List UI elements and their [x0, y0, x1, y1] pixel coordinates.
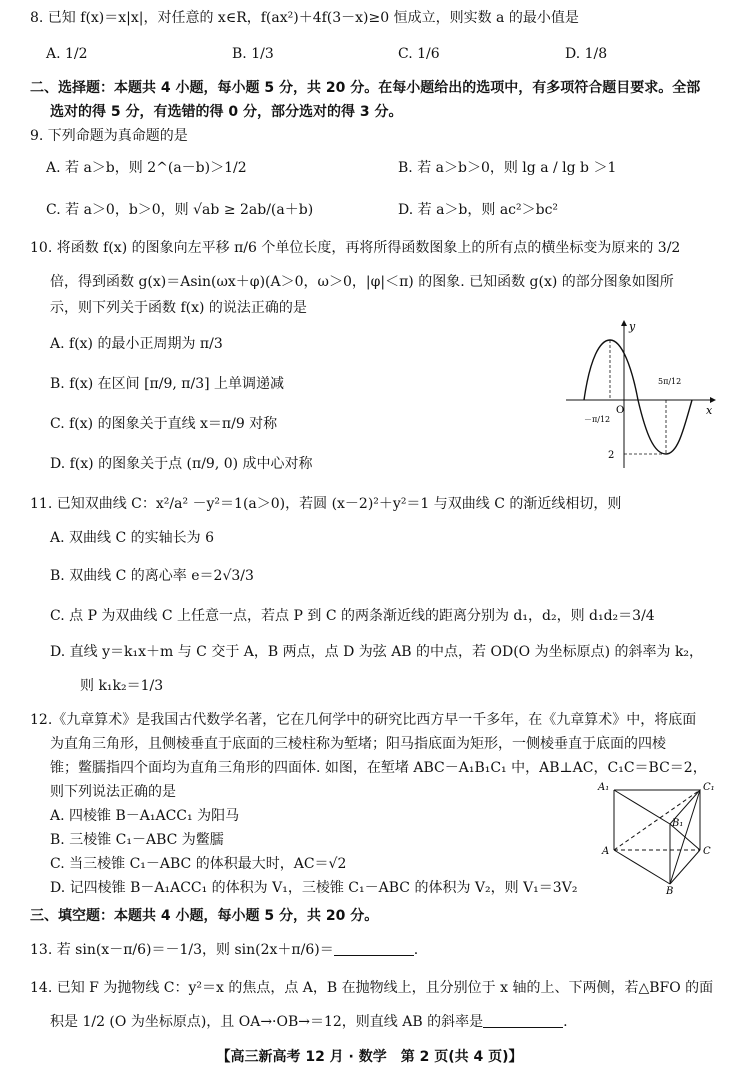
diag-a-c1-hidden — [614, 790, 700, 850]
section-2-heading: 二、选择题：本题共 4 小题，每小题 5 分，共 20 分。在每小题给出的选项中，有多项符合题目要求。全部 — [30, 80, 701, 96]
q14-answer-blank[interactable] — [483, 1013, 563, 1028]
label-c: C — [703, 846, 711, 857]
q8-option-d: D. 1/8 — [565, 46, 608, 62]
q10-option-d: D. f(x) 的图象关于点 (π/9, 0) 成中心对称 — [50, 456, 313, 472]
sine-graph-figure — [560, 318, 720, 478]
q11-option-d-cont: 则 k₁k₂＝1/3 — [80, 678, 164, 694]
page-footer: 【高三新高考 12 月 · 数学 第 2 页(共 4 页)】 — [216, 1049, 523, 1065]
label-a1: A₁ — [598, 782, 610, 793]
q12-option-b: B. 三棱锥 C₁－ABC 为鳖臑 — [50, 832, 224, 848]
q11-option-a: A. 双曲线 C 的实轴长为 6 — [50, 530, 214, 546]
edge-b-c — [670, 850, 700, 884]
section-3-heading: 三、填空题：本题共 4 小题，每小题 5 分，共 20 分。 — [30, 908, 379, 924]
q10-stem-line1: 10. 将函数 f(x) 的图象向左平移 π/6 个单位长度，再将所得函数图象上的所有点的横坐标变为原来的 3/2 — [30, 240, 681, 256]
label-b1: B₁ — [672, 818, 684, 829]
q11-option-d: D. 直线 y＝k₁x＋m 与 C 交于 A，B 两点，点 D 为弦 AB 的中点，若 OD(O 为坐标原点) 的斜率为 k₂， — [50, 644, 704, 660]
edge-a-b — [614, 850, 670, 884]
q9-stem: 9. 下列命题为真命题的是 — [30, 128, 188, 144]
y-axis-label: y — [629, 320, 636, 333]
q13-end: . — [413, 942, 419, 958]
y-axis-arrow-icon — [621, 320, 627, 326]
q9-option-b: B. 若 a＞b＞0，则 lg a / lg b ＞1 — [398, 160, 617, 176]
label-b: B — [666, 886, 674, 896]
q14-line2 — [50, 1012, 568, 1032]
q14-text: 积是 1/2 (O 为坐标原点)，且 OA→·OB→＝12，则直线 AB 的斜率是 — [50, 1014, 484, 1030]
q8-stem: 8. 已知 f(x)＝x|x|，对任意的 x∈R，f(ax²)＋4f(3－x)≥0 恒成立，则实数 a 的最小值是 — [30, 10, 579, 26]
section-2-heading-cont: 选对的得 5 分，有选错的得 0 分，部分选对的得 3 分。 — [50, 104, 403, 120]
q12-stem-line3: 锥；鳖臑指四个面均为直角三角形的四面体. 如图，在堑堵 ABC－A₁B₁C₁ 中，AB⊥AC，C₁C＝BC＝2， — [50, 760, 707, 776]
q9-option-c: C. 若 a＞0，b＞0，则 √ab ≥ 2ab/(a＋b) — [46, 202, 314, 218]
q13-line — [30, 940, 418, 960]
q10-stem-line3: 示，则下列关于函数 f(x) 的说法正确的是 — [50, 300, 307, 316]
q12-option-c: C. 当三棱锥 C₁－ABC 的体积最大时，AC＝√2 — [50, 856, 347, 872]
q10-option-a: A. f(x) 的最小正周期为 π/3 — [50, 336, 223, 352]
q13-answer-blank[interactable] — [334, 941, 414, 956]
left-tick-label: －π/12 — [584, 415, 611, 424]
q12-option-a: A. 四棱锥 B－A₁ACC₁ 为阳马 — [50, 808, 240, 824]
q11-stem: 11. 已知双曲线 C：x²/a² －y²＝1(a＞0)，若圆 (x－2)²＋y²＝1 与双曲线 C 的渐近线相切，则 — [30, 496, 622, 512]
prism-figure — [596, 778, 726, 896]
q13-text: 13. 若 sin(x－π/6)＝－1/3，则 sin(2x＋π/6)＝ — [30, 942, 334, 958]
sine-curve — [584, 340, 692, 454]
q10-option-b: B. f(x) 在区间 [π/9, π/3] 上单调递减 — [50, 376, 285, 392]
q12-stem-line2: 为直角三角形，且侧棱垂直于底面的三棱柱称为堑堵；阳马指底面为矩形，一侧棱垂直于底面的四棱 — [50, 736, 666, 752]
q14-end: . — [563, 1014, 568, 1030]
q8-option-a: A. 1/2 — [46, 46, 88, 62]
q9-option-a: A. 若 a＞b，则 2^(a－b)＞1/2 — [46, 160, 247, 176]
origin-label: O — [616, 405, 625, 416]
top-face — [614, 790, 700, 824]
q14-line1: 14. 已知 F 为抛物线 C：y²＝x 的焦点，点 A，B 在抛物线上，且分别位于 x 轴的上、下两侧，若△BFO 的面 — [30, 980, 714, 996]
q12-stem-line1: 12.《九章算术》是我国古代数学名著，它在几何学中的研究比西方早一千多年，在《九章算术》中，将底面 — [30, 712, 697, 728]
q9-option-d: D. 若 a＞b，则 ac²＞bc² — [398, 202, 559, 218]
x-axis-arrow-icon — [710, 397, 716, 403]
q10-stem-line2: 倍，得到函数 g(x)＝Asin(ωx＋φ)(A＞0，ω＞0，|φ|＜π) 的图象. 已知函数 g(x) 的部分图象如图所 — [50, 274, 674, 290]
q11-option-c: C. 点 P 为双曲线 C 上任意一点，若点 P 到 C 的两条渐近线的距离分别为 d₁，d₂，则 d₁d₂＝3/4 — [50, 608, 655, 624]
x-axis-label: x — [706, 404, 713, 417]
label-a: A — [602, 846, 610, 857]
q12-stem-line4: 则下列说法正确的是 — [50, 784, 176, 800]
q12-option-d: D. 记四棱锥 B－A₁ACC₁ 的体积为 V₁，三棱锥 C₁－ABC 的体积为 V₂，则 V₁＝3V₂ — [50, 880, 578, 896]
q10-option-c: C. f(x) 的图象关于直线 x＝π/9 对称 — [50, 416, 278, 432]
q8-option-c: C. 1/6 — [398, 46, 440, 62]
right-tick-label: 5π/12 — [658, 377, 682, 386]
min-value-label: 2 — [608, 450, 615, 461]
q8-option-b: B. 1/3 — [232, 46, 274, 62]
q11-option-b: B. 双曲线 C 的离心率 e＝2√3/3 — [50, 568, 254, 584]
label-c1: C₁ — [703, 782, 715, 793]
